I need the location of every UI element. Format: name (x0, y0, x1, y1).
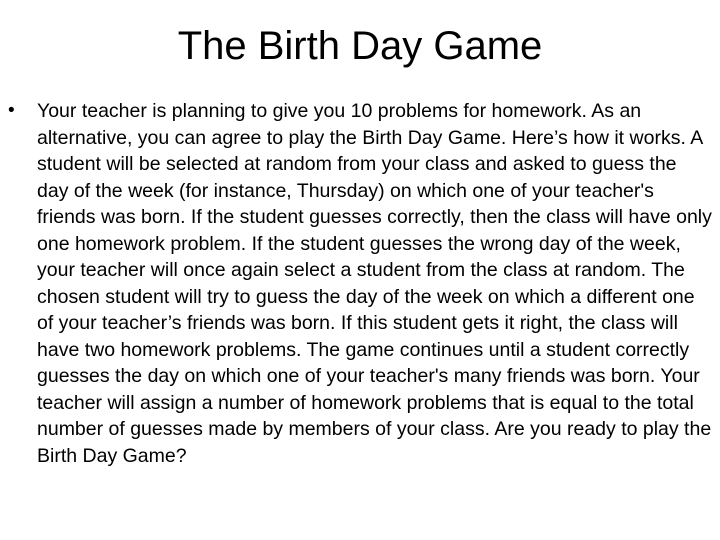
bullet-text: Your teacher is planning to give you 10 problems for homework. As an alternative, you can agree to play the Birth Day Game. Here’s how it works. A student will be selected at random from your class and asked to guess the day of the week (for instance, Thursday) on which one of your teacher's friends was born. If the student guesses correctly, then the class will have only one homework problem. If the student guesses the wrong day of the week, your teacher will once again select a student from the class at random. The chosen student will try to guess the day of the week on which a different one of your teacher’s friends was born. If this student gets it right, the class will have two homework problems. The game continues until a student correctly guesses the day on which one of your teacher's many friends was born. Your teacher will assign a number of homework problems that is equal to the total number of guesses made by members of your class. Are you ready to play the Birth Day Game? (37, 100, 712, 467)
bullet-marker: • (8, 100, 15, 121)
bullet-list (8, 98, 712, 469)
slide-title: The Birth Day Game (177, 24, 543, 68)
bullet-item (8, 98, 712, 469)
